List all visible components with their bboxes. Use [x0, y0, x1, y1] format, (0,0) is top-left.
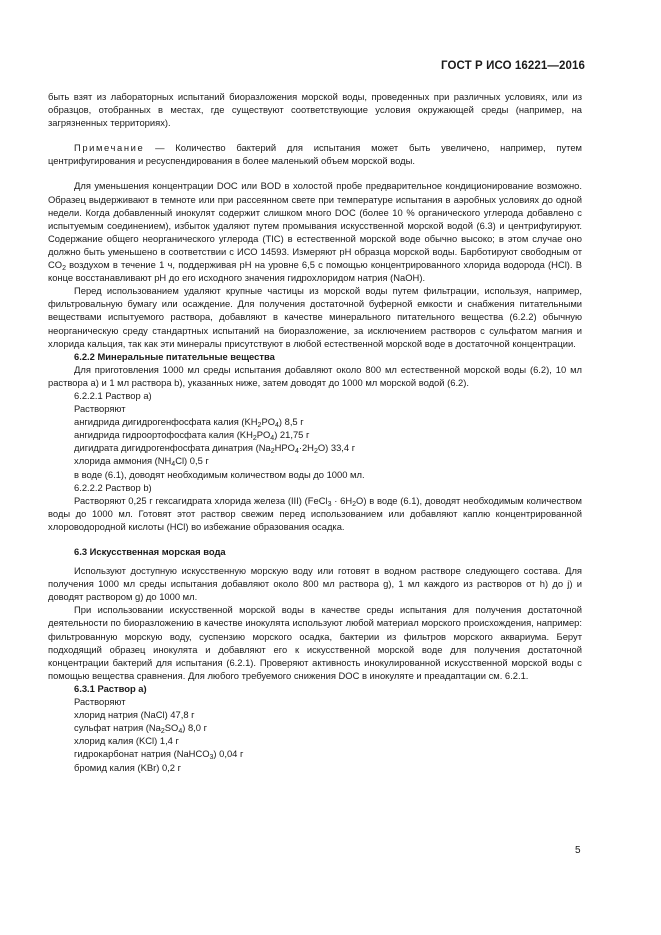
subsection-6-3-1: 6.3.1 Раствор a) [74, 682, 147, 694]
paragraph-6-3-intro: Используют доступную искусственную морскую воду или готовят в водном растворе следующего состава. Для получения 1000 мл среды испытания добавляют около 800 мл раствора g), 1 мл каждого из растворов от h) до j) и доводят раствором g) до 1000 мл. [48, 565, 582, 603]
text-run: сульфат натрия (Na [74, 722, 161, 734]
text-run: PO [256, 429, 271, 441]
section-heading-6-2-2: 6.2.2 Минеральные питательные вещества [74, 350, 275, 362]
subscript: 2 [313, 448, 318, 456]
note-dash: — [144, 142, 176, 154]
text-run: ) 8,0 г [182, 722, 208, 734]
subscript: 4 [294, 448, 299, 456]
water-instruction: в воде (6.1), доводят необходимым количеством воды до 1000 мл. [74, 468, 365, 480]
reagent-item [48, 415, 582, 428]
text-run: ангидрида гидроортофосфата калия (KH [74, 429, 253, 441]
subscript: 4 [178, 728, 183, 736]
dissolve-label: Растворяют [74, 696, 126, 708]
salt-item [48, 761, 582, 774]
section-heading-6-3: 6.3 Искусственная морская вода [74, 546, 226, 557]
paragraph-6-2-2: Для приготовления 1000 мл среды испытания добавляют около 800 мл естественной морской воды (6.2), 10 мл раствора a) и 1 мл раствора b), указанных ниже, затем доводят до 1000 мл морской водой (6.2). [48, 363, 582, 388]
subscript: 2 [270, 448, 275, 456]
text-run: ) 8,5 г [278, 416, 304, 428]
paragraph-conditioning [48, 179, 582, 284]
subscript: 4 [274, 422, 279, 430]
page-number: 5 [575, 845, 581, 856]
spacer [48, 129, 582, 141]
note-paragraph [48, 141, 582, 167]
text-run: хлорид калия (KCl) 1,4 г [74, 735, 179, 747]
text-run: хлорид натрия (NaCl) 47,8 г [74, 709, 195, 721]
note-label: Примечание [74, 142, 145, 154]
text-run: PO [261, 416, 275, 428]
paragraph-continuation: быть взят из лабораторных испытаний биоразложения морской воды, проведенных при различных условиях, или из образцов, отобранных в местах, где существуют соответствующие условия окружающей среды (например, на загрязненных территориях). [48, 91, 582, 129]
salt-item [48, 734, 582, 747]
subscript: 2 [352, 500, 357, 508]
subscript: 2 [62, 265, 66, 273]
text-run: SO [164, 722, 179, 734]
text-run: дигидрата дигидрогенфосфата динатрия (Na [74, 442, 271, 454]
subscript: 4 [171, 461, 176, 469]
subscript: 4 [270, 435, 275, 443]
subscript: 2 [160, 728, 165, 736]
note-text: Количество бактерий для испытания может быть увеличено, например, путем центрифугирования и ресуспендирования в более маленький объем морской воды. [48, 142, 582, 167]
text-run: ангидрида дигидрогенфосфата калия (KH [74, 416, 258, 428]
paragraph-solution-b [48, 494, 582, 533]
dissolve-label: Растворяют [74, 403, 126, 415]
paragraph-filtration: Перед использованием удаляют крупные частицы из морской воды путем фильтрации, используя, например, фильтровальную бумагу или осаждение. Для получения достаточной буферной емкости и снабжения питательными веществами испытуемого раствора, добавляют в качестве минерального питательного вещества (6.2.2) обычную неорганическую среду стандартных испытаний на биоразложение, за исключением растворов с сульфатом магния и хлорида кальция, так как эти минералы присутствуют в любой естественной морской воде в достаточной концентрации. [48, 285, 582, 349]
text-run: ) 21,75 г [274, 429, 310, 441]
subsection-6-2-2-1: 6.2.2.1 Раствор a) [74, 389, 152, 401]
reagent-item [48, 441, 582, 454]
text-run: O) в воде (6.1), доводят необходимым количеством воды до 1000 мл. Готовят этот раствор свежим перед использованием или добавляют каплю концентрированной хлороводородной кислоты (HCl) во избежание образования осадка. [48, 494, 582, 532]
text-run: Растворяют 0,25 г гексагидрата хлорида железа (III) (FeCl [74, 494, 328, 506]
salt-item [48, 747, 582, 760]
text-run: гидрокарбонат натрия (NaHCO [74, 748, 210, 760]
text-run: бромид калия (KBr) 0,2 г [74, 761, 181, 773]
text-run: Для уменьшения концентрации DOC или BOD в холостой пробе предварительное кондиционирование возможно. Образец выдерживают в темноте или при рассеянном свете при температуре испытания в аэробных условиях до одной недели. Когда добавленный инокулят содержит слишком много DOC (более 10 % органического углерода добавлено с испытуемым соединением), избыток удаляют путем промывания искусственной морской водой (6.3) и центрифугируют. Содержание общего неорганического углерода (TIC) в естественной морской воде обычно высоко; в этом случае оно должно быть уменьшено в соответствии с ИСО 14593. Измеряют pH образца морской воды. Барботируют свободным от CO [48, 180, 582, 271]
text-run: ·2H [298, 442, 314, 454]
reagent-item [48, 428, 582, 441]
salt-item [48, 708, 582, 721]
subscript: 3 [327, 500, 332, 508]
spacer [48, 167, 582, 179]
subsection-6-2-2-2: 6.2.2.2 Раствор b) [74, 481, 152, 493]
text-run: O) 33,4 г [317, 442, 356, 454]
paragraph-6-3-inoculum: При использовании искусственной морской воды в качестве среды испытания для получения достаточной деятельности по биоразложению в качестве инокулята используют любой материал морского происхождения, например: фильтрованную морскую воду, суспензию морского осадка, бактерии из фильтров морского аквариума. Берут подходящий образец инокулята и добавляют его к искусственной морской воде для получения достаточной концентрации бактерий для испытания (6.2.1). Проверяют активность инокулированной искусственной морской воды с помощью вещества сравнения. Для любого требуемого снижения DOC в инокуляте и преадаптации см. 6.2.1. [48, 604, 582, 681]
text-run: хлорида аммония (NH [74, 455, 172, 467]
salt-item [48, 721, 582, 734]
subscript: 2 [252, 435, 257, 443]
text-run: воздухом в течение 1 ч, поддерживая pH на уровне 6,5 с помощью концентрированного хлорида водорода (HCl). В конце восстанавливают pH до его исходного значения гидрохлоридом натрия (NaOH). [48, 259, 582, 284]
text-run: HPO [274, 442, 295, 454]
document-code-header: ГОСТ Р ИСО 16221—2016 [440, 60, 585, 72]
text-run: Cl) 0,5 г [175, 455, 209, 467]
subscript: 3 [209, 754, 214, 762]
subscript: 2 [257, 422, 262, 430]
reagent-item [48, 454, 582, 467]
text-run: ) 0,04 г [213, 748, 244, 760]
spacer [48, 533, 582, 545]
text-run: · 6H [331, 494, 353, 506]
page-content [48, 90, 582, 774]
